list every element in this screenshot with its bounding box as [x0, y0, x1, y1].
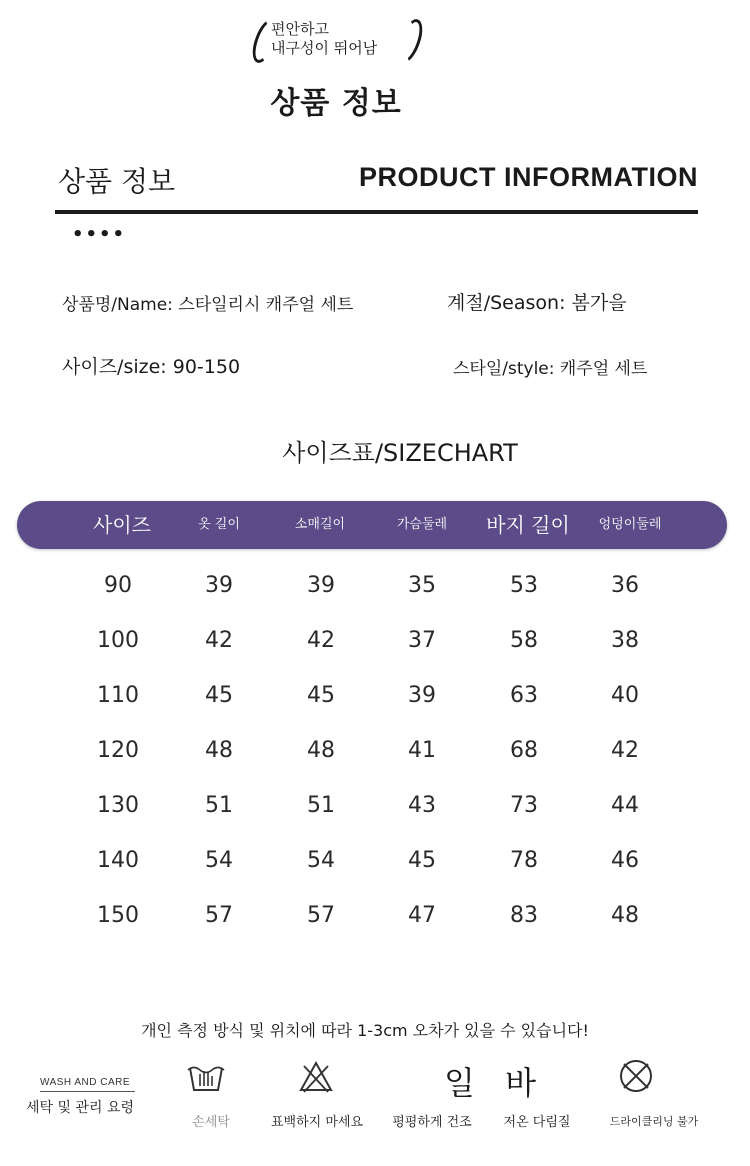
- table-cell: 140: [97, 848, 139, 873]
- table-cell: 44: [611, 793, 639, 818]
- section-title-korean: 상품 정보: [58, 165, 176, 198]
- table-row: [0, 668, 750, 723]
- table-cell: 37: [408, 628, 436, 653]
- table-cell: 54: [307, 848, 335, 873]
- table-cell: 42: [611, 738, 639, 763]
- table-cell: 57: [307, 903, 335, 928]
- measurement-note: 개인 측정 방식 및 위치에 따라 1-3cm 오차가 있을 수 있습니다!: [141, 1021, 589, 1040]
- care-label-low-iron: 저온 다림질: [503, 1115, 571, 1130]
- table-cell: 83: [510, 903, 538, 928]
- table-cell: 39: [205, 573, 233, 598]
- table-cell: 45: [205, 683, 233, 708]
- column-header-length: 옷 길이: [198, 517, 240, 532]
- table-cell: 48: [307, 738, 335, 763]
- column-header-hip: 엉덩이둘레: [598, 517, 662, 532]
- product-size-range: 사이즈/size: 90-150: [62, 356, 241, 378]
- column-header-size: 사이즈: [93, 513, 151, 537]
- table-cell: 54: [205, 848, 233, 873]
- table-cell: 40: [611, 683, 639, 708]
- table-cell: 68: [510, 738, 538, 763]
- product-style: 스타일/style: 캐주얼 세트: [453, 359, 648, 379]
- table-cell: 130: [97, 793, 139, 818]
- table-cell: 35: [408, 573, 436, 598]
- table-row: [0, 558, 750, 613]
- size-chart-header: [17, 501, 727, 549]
- table-cell: 46: [611, 848, 639, 873]
- table-cell: 42: [307, 628, 335, 653]
- column-header-chest: 가슴둘레: [396, 517, 448, 532]
- care-label-flat-dry: 평평하게 건조: [392, 1115, 472, 1130]
- size-chart-title: 사이즈표/SIZECHART: [282, 439, 518, 467]
- table-row: [0, 723, 750, 778]
- table-cell: 48: [611, 903, 639, 928]
- table-cell: 57: [205, 903, 233, 928]
- table-cell: 48: [205, 738, 233, 763]
- table-cell: 51: [307, 793, 335, 818]
- section-title-english: PRODUCT INFORMATION: [359, 162, 698, 192]
- column-header-sleeve: 소매길이: [294, 517, 346, 532]
- product-name: 상품명/Name: 스타일리시 캐주얼 세트: [62, 295, 354, 315]
- table-cell: 63: [510, 683, 538, 708]
- table-cell: 45: [307, 683, 335, 708]
- wash-care-title-korean: 세탁 및 관리 요령: [26, 1100, 135, 1116]
- table-cell: 73: [510, 793, 538, 818]
- table-cell: 39: [408, 683, 436, 708]
- tagline-badge: [255, 18, 420, 62]
- care-label-hand-wash: 손세탁: [192, 1115, 230, 1130]
- ironing-glyphs: 일 바: [444, 1064, 546, 1102]
- table-cell: 47: [408, 903, 436, 928]
- table-cell: 51: [205, 793, 233, 818]
- table-cell: 110: [97, 683, 139, 708]
- dots-decoration: ••••: [72, 224, 127, 245]
- table-row: [0, 778, 750, 833]
- table-cell: 53: [510, 573, 538, 598]
- table-cell: 100: [97, 628, 139, 653]
- table-row: [0, 613, 750, 668]
- table-cell: 120: [97, 738, 139, 763]
- right-bracket-decoration: [393, 16, 428, 66]
- main-title: 상품 정보: [270, 86, 402, 121]
- table-cell: 90: [104, 573, 132, 598]
- table-cell: 36: [611, 573, 639, 598]
- no-bleach-icon: [298, 1060, 334, 1094]
- column-header-pants-length: 바지 길이: [486, 513, 570, 537]
- care-label-no-dry-clean: 드라이클리닝 불가: [609, 1115, 699, 1128]
- section-divider: [55, 210, 698, 214]
- hand-wash-icon: [186, 1060, 226, 1096]
- wash-care-underline: [40, 1091, 135, 1092]
- product-season: 계절/Season: 봄가을: [447, 292, 627, 314]
- table-row: [0, 833, 750, 888]
- table-cell: 41: [408, 738, 436, 763]
- table-cell: 45: [408, 848, 436, 873]
- tagline-line2: 내구성이 뛰어남: [271, 39, 378, 57]
- table-cell: 38: [611, 628, 639, 653]
- table-cell: 150: [97, 903, 139, 928]
- table-cell: 58: [510, 628, 538, 653]
- wash-care-title-english: WASH AND CARE: [40, 1077, 131, 1088]
- tagline-line1: 편안하고: [271, 20, 329, 38]
- table-cell: 42: [205, 628, 233, 653]
- table-cell: 43: [408, 793, 436, 818]
- table-cell: 78: [510, 848, 538, 873]
- table-cell: 39: [307, 573, 335, 598]
- care-label-no-bleach: 표백하지 마세요: [270, 1115, 364, 1130]
- no-dry-clean-icon: [618, 1058, 654, 1094]
- table-row: [0, 888, 750, 943]
